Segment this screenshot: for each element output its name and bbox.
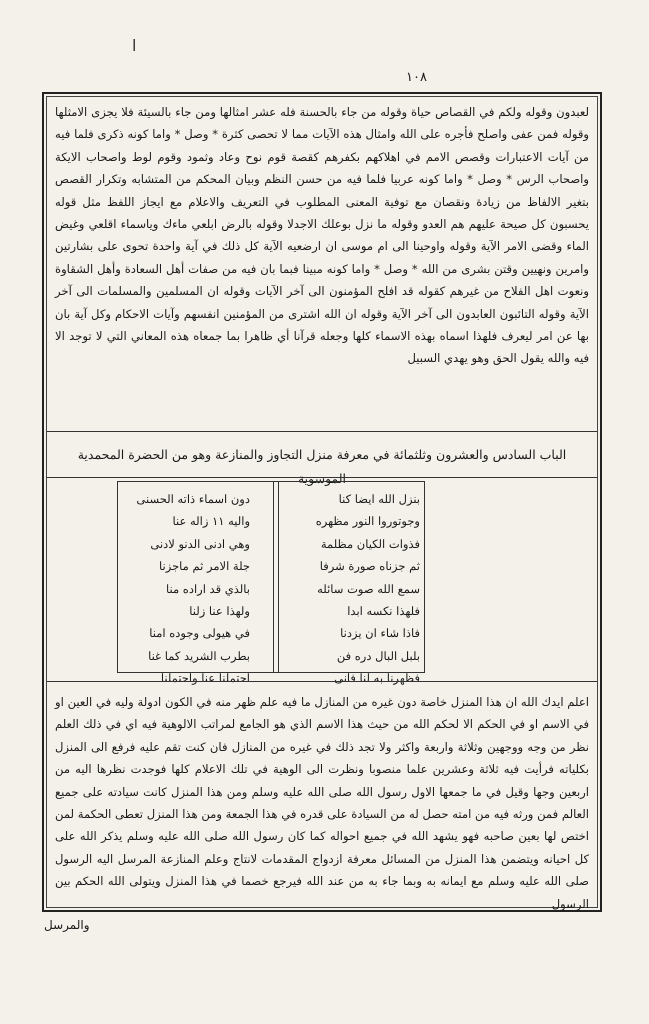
verse-line: فاذا شاء ان يزدنا [340, 626, 420, 641]
top-paragraph: لعبدون وقوله ولكم في القصاص حياة وقوله من جاء بالحسنة فله عشر امثالها ومن جاء بالسيئة فلا يجزى الامثلها وقوله فمن عفى واصلح فأجره على الله وامثال هذه الآيات مما لا تحصى كثرة * وصل * واما كونه ذكرى فلما فيه من آيات الاعتبارات وقصص الامم في اهلاكهم بكفرهم كقصة قوم نوح وعاد وثمود وقوم لوط واصحاب الايكة واصحاب الرس * وصل * واما كونه عربيا فلما فيه من حسن النظم وبيان المحكم من المتشابه وتكرار القصص بتغير الالفاظ من زيادة ونقصان مع توفية المعنى المطلوب في التعريف والاعلام مع ايجاز اللفظ مثل قوله يحسبون كل صيحة عليهم هم العدو وقوله ما نزل بوعلك الاجدلا وقوله بالرض ابلعي ماءك وياسماء اقلعي وغيض الماء وقضى الامر الآية وقوله واوحينا الى ام موسى ان ارضعيه الآية كل ذلك في آية واحدة تحوى على بشارتين وامرين ونهيين وقتن بشرى من الله * وصل * واما كونه مبينا فبما بان فيه من صفات أهل السعادة وأهل الشقاوة ونعوت اهل الفلاح من غيرهم كقوله قد افلح المؤمنون الى آخر الآيات وقوله ان المسلمين والمسلمات الى آخر الآية وقوله التائبون العابدون الى آخر الآية وقوله ان الله اشترى من المؤمنين انفسهم وآيات الاحكام وكل آية بان بها عن امر ليعرف فلهذا اسماه بهذه الاسماء كلها وجعله قرآنا أي ظاهرا بما جمعاه هذه المعاني التي لا توجد الا فيه والله يقول الحق وهو يهدي السبيل [55, 105, 589, 366]
verse-line: ثم جزناه صورة شرفا [319, 559, 420, 574]
divider-rule [47, 477, 597, 478]
verse-line: بالذي قد اراده منا [166, 581, 250, 596]
verse-line: سمع الله صوت سائله [317, 581, 420, 596]
verse-line: بنزل الله ايضا كنا [338, 492, 420, 506]
verse-line: واليه ١١ زاله عنا [172, 514, 250, 529]
chapter-title: الباب السادس والعشرون وثلثمائة في معرفة منزل التجاوز والمنازعة وهو من الحضرة المحمدية الموسوية [77, 447, 567, 486]
verse-line: بطرب الشريد كما غنا [148, 648, 250, 663]
verse-line: وهي ادنى الدنو لادنى [150, 536, 250, 551]
page-number: ١٠٨ [406, 70, 427, 85]
verse-line: بلبل البال دره فن [336, 648, 420, 663]
verse-line: ولهذا عنا زلنا [189, 604, 250, 619]
catchword: والمرسل [44, 918, 90, 932]
top-mark: ا [132, 36, 137, 55]
inner-frame [46, 96, 598, 911]
verse-line: فذوات الكيان مظلمة [320, 536, 420, 551]
bottom-paragraph: اعلم ايدك الله ان هذا المنزل خاصة دون غيره من المنازل ما فيه علم ظهر منه في الكون ادولة وليه في العين او في الاسم او في الحكم الا لحكم الله من حيث هذا الاسم الذي هو الجامع لمراتب الالوهية فيه اي في ذلك العلم نظر من وجه ووجهين وثلاثة واربعة واكثر ولا تجد ذلك في غيره من المنازل فان كنت تقم عليه فرفع الى المنزل بكلياته فرأيت فيه ثلاثة وعشرين علما منصوبا ونظرت الى الوهية في تلك الاعلام كلها فوجدت نظرها اليه من اربعين وجها وقيل في ما جمعها الاول رسول الله صلى الله عليه وسلم ومن هذا المنزل كانت سيادته على جميع العالم فمن ورثه فيه من امته حصل له من السيادة على قدره في هذا الجمعة ومن هذا المنزل تعطى الحكمة لمن اختص لها بعين صاحبه فهو يشهد الله في جميع احواله كما كان رسول الله صلى الله عليه وسلم يذكر الله على كل احيانه ويتضمن هذا المنزل من المسائل معرفة ازدواج المقدمات لانتاج وعلم المنازعة المرسل اليه الرسول صلى الله عليه وسلم مع ايمانه به وبما جاء به من عند الله فيرجع خصما في هذا المنزل ويتولى الله الحكم بين الرسول [55, 695, 589, 911]
poem-box [117, 481, 425, 686]
column-divider [273, 482, 279, 672]
text-frame [42, 92, 602, 912]
verse-line: فظهرنا به لنا فانى [334, 671, 420, 686]
poem-right-column [300, 488, 420, 690]
verse-line: جلة الامر ثم ماجزنا [159, 559, 250, 574]
verse-line: احتملنا عنا واحتملنا [160, 671, 250, 686]
verse-line: فلهذا نكسه ابدا [347, 604, 420, 619]
verse-line: في هيولى وجوده امنا [149, 626, 250, 641]
verse-line: دون اسماء ذاته الحسنى [136, 492, 250, 506]
divider-rule [47, 681, 597, 682]
divider-rule [47, 431, 597, 432]
verse-line: وجوتوروا النور مظهره [315, 514, 420, 529]
poem-left-column [130, 488, 250, 690]
